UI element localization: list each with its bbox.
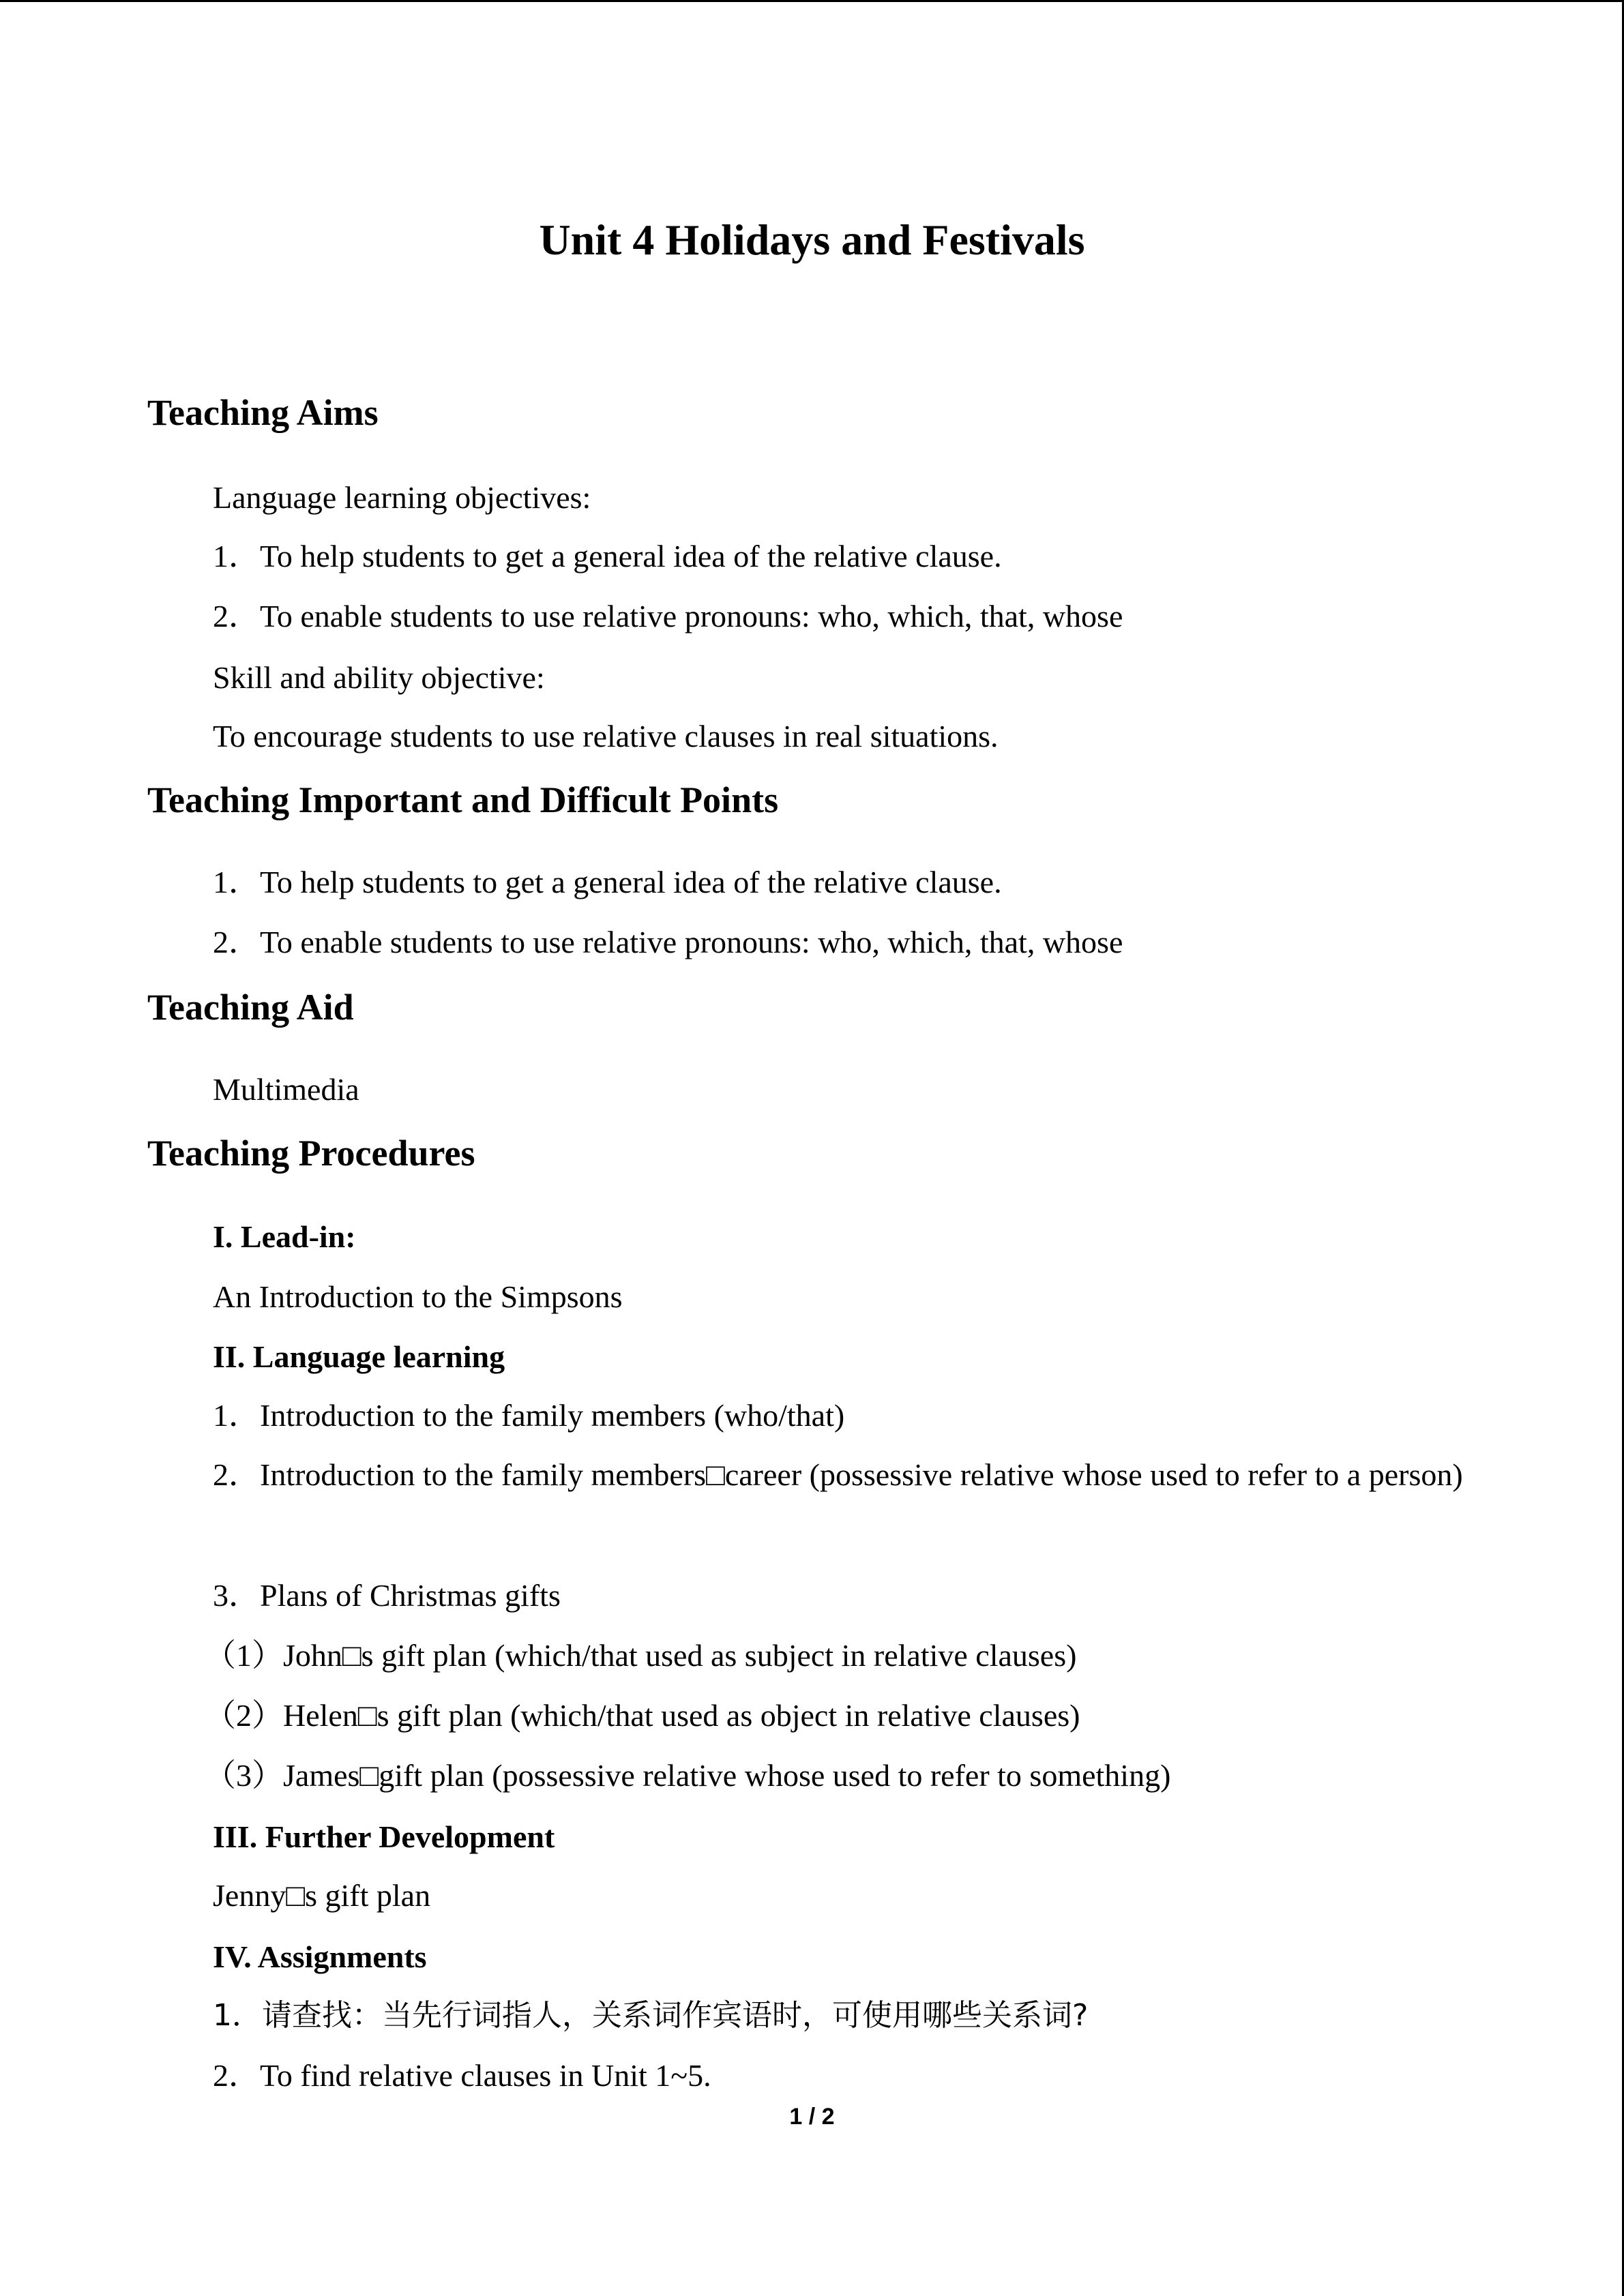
language-learning-heading: II. Language learning xyxy=(213,1339,505,1374)
page-number: 1 / 2 xyxy=(789,2104,835,2130)
aims-item-1: 1．To help students to get a general idea of the relative clause. xyxy=(213,539,1002,573)
page-top-border xyxy=(0,0,1624,2)
lead-in-text: An Introduction to the Simpsons xyxy=(213,1279,623,1314)
heading-teaching-aims: Teaching Aims xyxy=(147,392,379,433)
assignment-item-2: 2．To find relative clauses in Unit 1~5. xyxy=(213,2058,711,2093)
assignment-item-1: 1．请查找：当先行词指人，关系词作宾语时，可使用哪些关系词? xyxy=(213,1998,1089,2033)
points-item-1: 1．To help students to get a general idea of the relative clause. xyxy=(213,865,1002,899)
lead-in-heading: I. Lead-in: xyxy=(213,1219,356,1254)
further-development-text: Jenny□s gift plan xyxy=(213,1878,431,1913)
heading-important-difficult-points: Teaching Important and Difficult Points xyxy=(147,779,779,820)
heading-teaching-aid: Teaching Aid xyxy=(147,987,354,1028)
teaching-aid-text: Multimedia xyxy=(213,1072,359,1107)
assignments-heading: IV. Assignments xyxy=(213,1939,427,1974)
aims-item-2: 2．To enable students to use relative pronouns: who, which, that, whose xyxy=(213,599,1123,633)
document-title: Unit 4 Holidays and Festivals xyxy=(539,215,1085,264)
language-learning-item-3: 3．Plans of Christmas gifts xyxy=(213,1578,561,1613)
language-objectives-label: Language learning objectives: xyxy=(213,480,591,515)
points-item-2: 2．To enable students to use relative pronouns: who, which, that, whose xyxy=(213,925,1123,959)
gift-plan-helen: （2）Helen□s gift plan (which/that used as object in relative clauses) xyxy=(205,1698,1080,1733)
language-learning-item-2: 2．Introduction to the family members□career (possessive relative whose used to refer to a person) xyxy=(213,1457,1463,1492)
skill-objective-text: To encourage students to use relative clauses in real situations. xyxy=(213,719,999,754)
gift-plan-james: （3）James□gift plan (possessive relative whose used to refer to something) xyxy=(205,1758,1171,1793)
heading-teaching-procedures: Teaching Procedures xyxy=(147,1133,475,1174)
language-learning-item-1: 1．Introduction to the family members (who/that) xyxy=(213,1398,845,1433)
skill-objective-label: Skill and ability objective: xyxy=(213,660,545,695)
further-development-heading: III. Further Development xyxy=(213,1819,555,1854)
gift-plan-john: （1）John□s gift plan (which/that used as subject in relative clauses) xyxy=(205,1638,1077,1673)
